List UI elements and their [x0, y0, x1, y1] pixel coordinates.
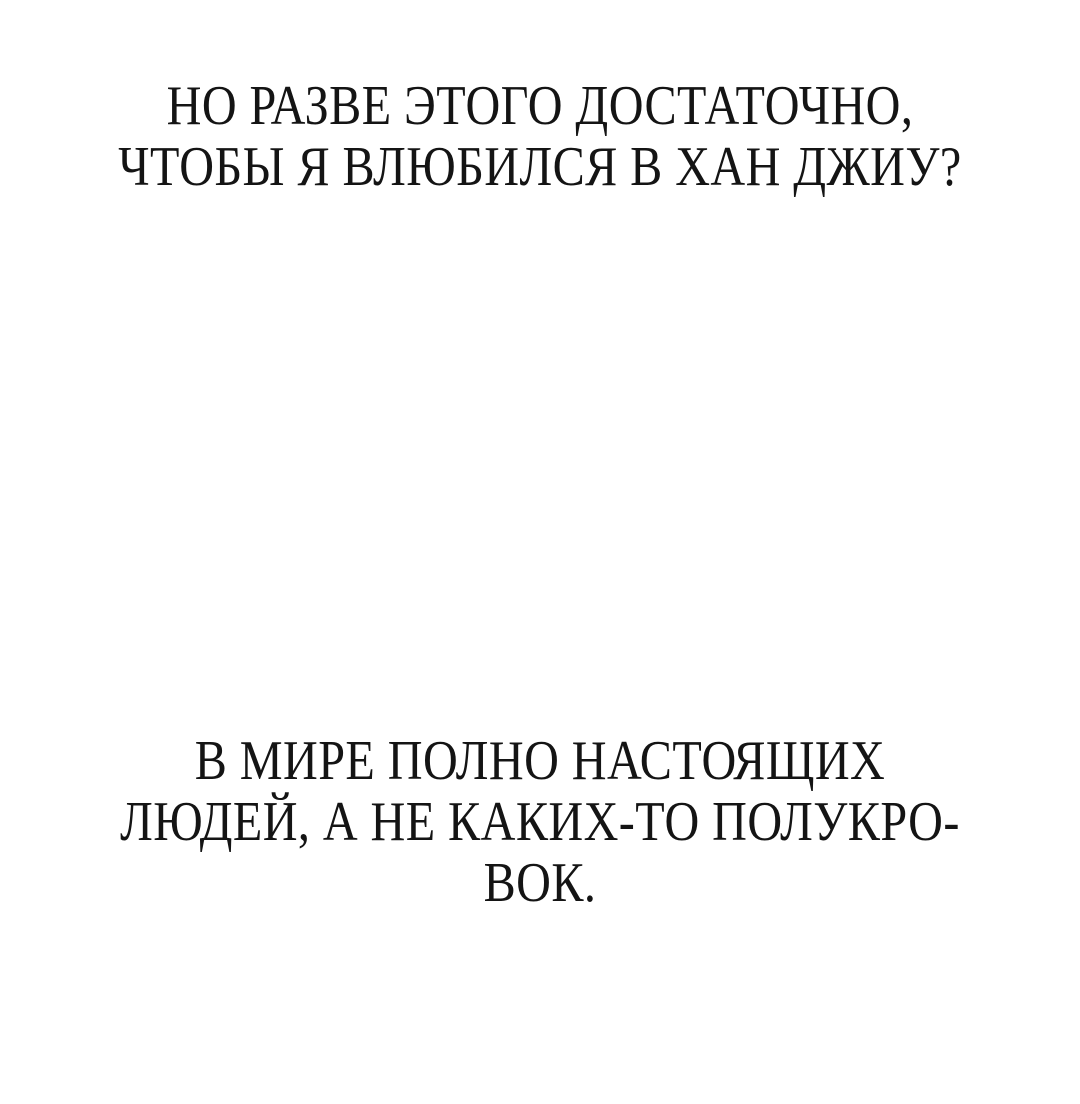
- narration-line: В МИРЕ ПОЛНО НАСТОЯЩИХ: [194, 730, 886, 792]
- narration-block-top: [76, 76, 1005, 198]
- narration-line: НО РАЗВЕ ЭТОГО ДОСТАТОЧНО,: [166, 75, 914, 137]
- narration-line: ЧТОБЫ Я ВЛЮБИЛСЯ В ХАН ДЖИУ?: [118, 136, 962, 198]
- narration-line: ЛЮДЕЙ, А НЕ КАКИХ-ТО ПОЛУКРО-: [120, 791, 960, 853]
- narration-line: ВОК.: [483, 852, 597, 914]
- narration-block-bottom: [76, 731, 1005, 914]
